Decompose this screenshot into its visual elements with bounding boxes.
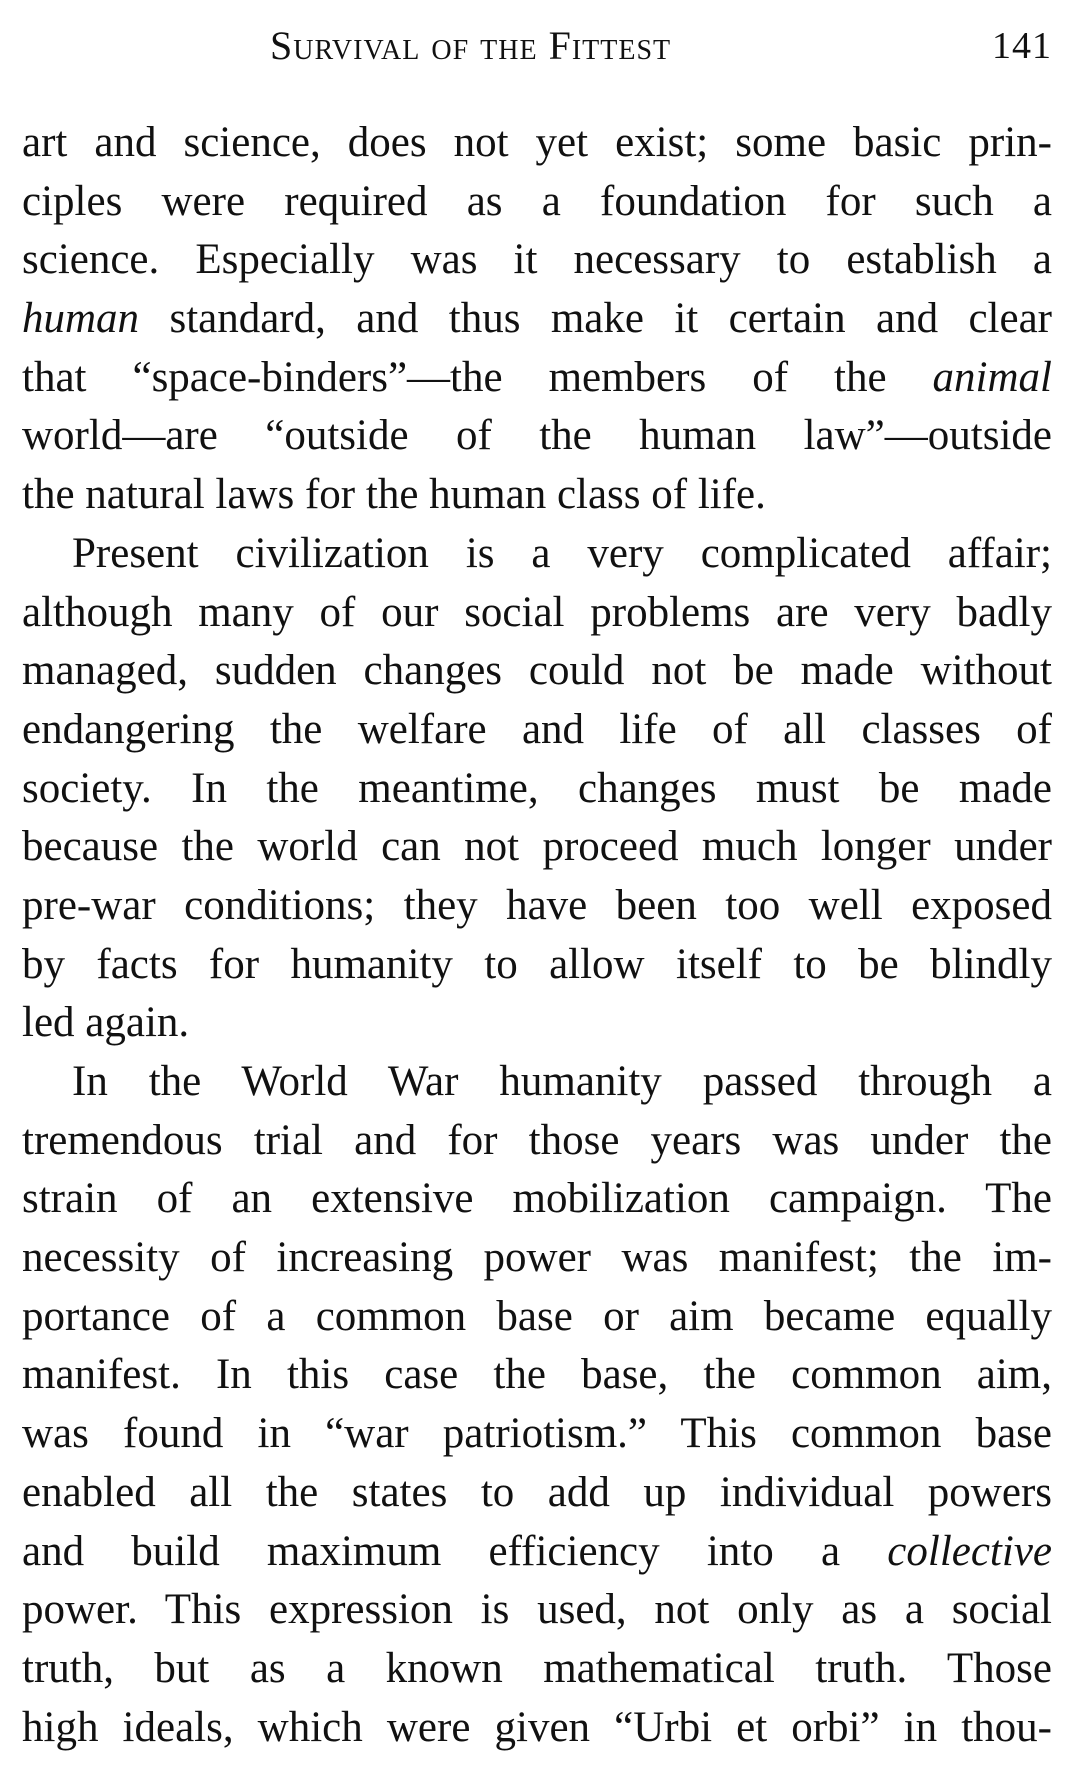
- text-line: [22, 877, 1052, 936]
- text-line: [22, 290, 1052, 349]
- text-run: although many of our social problems are very badly: [22, 588, 1052, 636]
- text-run: necessity of increasing power was manifest; the im-: [22, 1234, 1052, 1282]
- text-run: enabled all the states to add up individual powers: [22, 1468, 1052, 1516]
- text-run: by facts for humanity to allow itself to be blindly: [22, 940, 1052, 988]
- text-run: standard, and thus make it certain and clear: [139, 295, 1052, 343]
- text-run: Present civilization is a very complicated affair;: [72, 529, 1052, 577]
- text-line: [22, 760, 1052, 819]
- text-line: [22, 1112, 1052, 1171]
- running-head: Survival of the Fittest: [270, 23, 672, 68]
- text-line: [22, 173, 1052, 232]
- text-line: [22, 349, 1052, 408]
- text-run: portance of a common base or aim became equally: [22, 1292, 1052, 1340]
- text-line: [22, 1581, 1052, 1640]
- text-line: [22, 642, 1052, 701]
- paragraph: [22, 114, 1052, 525]
- text-run: managed, sudden changes could not be made without: [22, 647, 1052, 695]
- text-run: power. This expression is used, not only as a social: [22, 1586, 1052, 1634]
- page-number: 141: [992, 25, 1052, 67]
- text-run: tremendous trial and for those years was under the: [22, 1116, 1052, 1164]
- text-line: [22, 525, 1052, 584]
- text-line: [22, 1523, 1052, 1582]
- text-run: In the World War humanity passed through a: [72, 1058, 1052, 1105]
- text-line: [22, 1640, 1052, 1699]
- text-run: strain of an extensive mobilization campaign. The: [22, 1175, 1052, 1223]
- text-line: [22, 994, 1052, 1053]
- text-line: [22, 584, 1052, 643]
- text-run: the natural laws for the human class of life.: [22, 471, 766, 519]
- text-run: pre-war conditions; they have been too well exposed: [22, 881, 1052, 929]
- italic-word: human: [22, 295, 140, 343]
- text-line: [22, 818, 1052, 877]
- book-page: [22, 14, 1052, 1757]
- text-run: because the world can not proceed much longer under: [22, 823, 1052, 871]
- text-run: manifest. In this case the base, the common aim,: [22, 1351, 1052, 1399]
- text-line: [22, 1405, 1052, 1464]
- text-run: led again.: [22, 999, 190, 1047]
- paragraph: [22, 1053, 1052, 1757]
- text-line: [22, 231, 1052, 290]
- text-run: was found in “war patriotism.” This common base: [22, 1410, 1052, 1458]
- text-run: and build maximum efficiency into a: [22, 1527, 888, 1575]
- text-run: science. Especially was it necessary to establish a: [22, 236, 1052, 284]
- text-run: world—are “outside of the human law”—outside: [22, 412, 1052, 460]
- page-header: [22, 14, 1052, 78]
- text-line: [22, 114, 1052, 173]
- text-run: that “space-binders”—the members of the: [22, 353, 933, 401]
- text-run: art and science, does not yet exist; some basic prin-: [22, 119, 1052, 166]
- text-run: truth, but as a known mathematical truth. Those: [22, 1644, 1052, 1692]
- text-line: [22, 1229, 1052, 1288]
- text-line: [22, 1288, 1052, 1347]
- text-line: [22, 1699, 1052, 1758]
- text-line: [22, 936, 1052, 995]
- text-line: [22, 701, 1052, 760]
- text-run: ciples were required as a foundation for such a: [22, 177, 1052, 225]
- text-run: high ideals, which were given “Urbi et orbi” in thou-: [22, 1703, 1052, 1751]
- text-run: endangering the welfare and life of all classes of: [22, 705, 1052, 753]
- text-line: [22, 407, 1052, 466]
- text-line: [22, 1464, 1052, 1523]
- paragraph: [22, 525, 1052, 1053]
- body-text: [22, 114, 1052, 1757]
- italic-word: collective: [887, 1527, 1052, 1575]
- italic-word: animal: [932, 353, 1052, 401]
- text-line: [22, 466, 1052, 525]
- text-line: [22, 1053, 1052, 1112]
- text-line: [22, 1170, 1052, 1229]
- text-run: society. In the meantime, changes must be made: [22, 764, 1052, 812]
- text-line: [22, 1346, 1052, 1405]
